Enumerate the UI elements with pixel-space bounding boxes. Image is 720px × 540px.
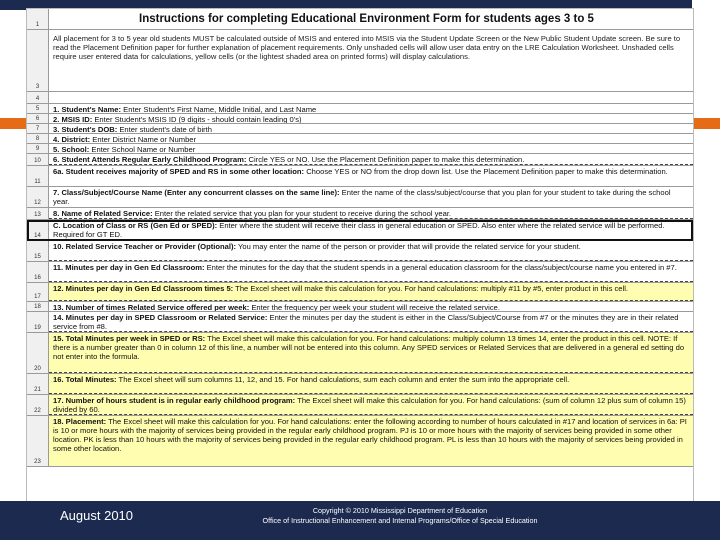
row-number: 22 — [27, 395, 49, 415]
instruction-row — [27, 208, 693, 220]
instruction-label: 4. District: — [53, 135, 91, 143]
row-number: 4 — [27, 92, 49, 103]
instruction-row — [27, 333, 693, 374]
row-number: 18 — [27, 302, 49, 311]
instruction-text: You may enter the name of the person or provider that will provide the related service for your student. — [236, 242, 581, 251]
row-number: 19 — [27, 312, 49, 332]
instruction-label: 7. Class/Subject/Course Name (Enter any concurrent classes on the same line): — [53, 188, 340, 197]
instruction-row — [27, 262, 693, 283]
sheet-title: Instructions for completing Educational Environment Form for students ages 3 to 5 — [139, 12, 594, 25]
title-row — [27, 9, 693, 30]
instruction-cell — [49, 302, 693, 311]
instruction-cell — [49, 241, 693, 261]
instruction-cell — [49, 333, 693, 373]
instruction-row — [27, 144, 693, 154]
instruction-label: 16. Total Minutes: — [53, 375, 117, 384]
instruction-row — [27, 374, 693, 395]
instruction-label: 8. Name of Related Service: — [53, 209, 153, 218]
instruction-label: 17. Number of hours student is in regular early childhood program: — [53, 396, 296, 405]
row-number: 5 — [27, 104, 49, 113]
instruction-label: 13. Number of times Related Service offered per week: — [53, 303, 250, 311]
instruction-cell — [49, 208, 693, 219]
row-number: 6 — [27, 114, 49, 123]
instruction-text: Enter student's date of birth — [117, 125, 212, 133]
instruction-label: 6a. Student receives majority of SPED and RS in some other location: — [53, 167, 305, 176]
instruction-cell — [49, 283, 693, 301]
instruction-text: Enter Student's First Name, Middle Initial, and Last Name — [121, 105, 317, 113]
instruction-cell — [49, 395, 693, 415]
instruction-row — [27, 134, 693, 144]
instruction-text: Enter the minutes per day the student is either in the Class/Subject/Course from #7 or the minutes they are in their related service from #8. — [53, 313, 679, 331]
row-number: 12 — [27, 187, 49, 207]
footer-copyright: Copyright © 2010 Mississippi Department of Education — [312, 506, 488, 515]
instruction-text: The Excel sheet will make this calculation for you. For hand calculations: (sum of column 12 plus sum of column 15) divided by 60. — [53, 396, 686, 414]
intro-text: All placement for 3 to 5 year old students MUST be calculated outside of MSIS and entered into MSIS via the Student Update Screen or the New Public Student Update screen. Be sure to read the Placement Definition paper for further explanation of placement requirements. Only unshaded cells will allow user data entry on the LRE Calculation Worksheet. Unshaded cells require user entered data for calculations, yellow cells (or the lightest shaded area on printed forms) will display calculations. — [53, 34, 681, 61]
instruction-row — [27, 114, 693, 124]
row-number: 14 — [27, 220, 49, 240]
footer-date: August 2010 — [60, 508, 134, 523]
instruction-text: The Excel sheet will make this calculation for you. For hand calculations: enter the following according to number of hours calculated in #17 and location of services in 6a: PI is 10 or more hours with the majority of services being provided in the regular early childhood program. PJ is 10 or more hours with the majority of services being provided in some other location. PK is less than 10 hours with the majority of services being provided in the regular early childhood program. PL is less than 10 hours with the majority of services being provided in some other location. — [53, 417, 687, 453]
instruction-label: C. Location of Class or RS (Gen Ed or SPED): — [53, 221, 218, 230]
row-number: 8 — [27, 134, 49, 143]
instruction-cell — [49, 374, 693, 394]
row-number: 16 — [27, 262, 49, 282]
instruction-cell — [49, 416, 693, 466]
footer-office: Office of Instructional Enhancement and Internal Programs/Office of Special Education — [262, 516, 538, 525]
instruction-label: 11. Minutes per day in Gen Ed Classroom: — [53, 263, 205, 272]
row-number: 17 — [27, 283, 49, 301]
instruction-row — [27, 312, 693, 333]
instruction-row — [27, 302, 693, 312]
instruction-label: 3. Student's DOB: — [53, 125, 118, 133]
row-number: 9 — [27, 144, 49, 153]
row-number: 13 — [27, 208, 49, 219]
instruction-label: 1. Student's Name: — [53, 105, 122, 113]
instruction-label: 2. MSIS ID: — [53, 115, 93, 123]
instruction-row — [27, 187, 693, 208]
blank-cell — [49, 92, 693, 103]
row-number: 10 — [27, 154, 49, 165]
instruction-cell — [49, 187, 693, 207]
instruction-row — [27, 395, 693, 416]
instruction-text: The Excel sheet will make this calculation for you. For hand calculations: multiply column 13 times 14, enter the product in this cell. NOTE: If there is a number greater than 0 in column 12 of this line, a number will not be entered into this column. Any SPED services or Related Services that are delivered in a general ed setting do not enter into the formula. — [53, 334, 685, 361]
instruction-text: Choose YES or NO from the drop down list. Use the Placement Definition paper to make this determination. — [304, 167, 668, 176]
instruction-cell — [49, 104, 693, 113]
row-number: 21 — [27, 374, 49, 394]
instruction-label: 6. Student Attends Regular Early Childhood Program: — [53, 155, 247, 164]
intro-row — [27, 30, 693, 92]
instruction-cell — [49, 144, 693, 153]
instruction-text: Enter the name of the class/subject/course that you plan for your student to take during the school year. — [53, 188, 671, 206]
instruction-text: Enter where the student will receive their class in general education or SPED. Also enter where the related service will be performed. Required for GT ED. — [53, 221, 665, 239]
instruction-row — [27, 154, 693, 166]
instruction-row — [27, 166, 693, 187]
instruction-text: Circle YES or NO. Use the Placement Definition paper to make this determination. — [246, 155, 525, 164]
instruction-label: 12. Minutes per day in Gen Ed Classroom times 5: — [53, 284, 234, 293]
instruction-row — [27, 283, 693, 302]
instruction-text: Enter the frequency per week your student will receive the related service. — [249, 303, 500, 311]
row-number: 1 — [27, 9, 49, 29]
footer-credits — [220, 506, 580, 526]
row-number: 7 — [27, 124, 49, 133]
left-accent — [0, 118, 26, 129]
instruction-cell — [49, 114, 693, 123]
instruction-text: Enter District Name or Number — [90, 135, 197, 143]
instruction-row — [27, 220, 693, 241]
instruction-label: 18. Placement: — [53, 417, 107, 426]
instruction-text: Enter the minutes for the day that the student spends in a general education classroom for the class/subject/course name you entered in #7. — [204, 263, 677, 272]
instruction-cell — [49, 166, 693, 186]
instruction-text: Enter Student's MSIS ID (9 digits - should contain leading 0's) — [92, 115, 302, 123]
spreadsheet — [26, 8, 694, 503]
row-number: 20 — [27, 333, 49, 373]
instruction-cell — [49, 124, 693, 133]
instruction-row — [27, 104, 693, 114]
instruction-label: 15. Total Minutes per week in SPED or RS: — [53, 334, 206, 343]
row-number: 11 — [27, 166, 49, 186]
instruction-text: The Excel sheet will make this calculation for you. For hand calculations: multiply #11 by #5, enter product in this cell. — [233, 284, 628, 293]
instruction-text: Enter the related service that you plan for your student to receive during the school year. — [152, 209, 452, 218]
instruction-row — [27, 241, 693, 262]
instruction-text: The Excel sheet will sum columns 11, 12, and 15. For hand calculations, sum each column and enter the sum into the appropriate cell. — [116, 375, 570, 384]
instruction-row — [27, 416, 693, 467]
instruction-text: Enter School Name or Number — [89, 145, 196, 153]
instruction-cell — [49, 220, 693, 240]
row-number: 15 — [27, 241, 49, 261]
instruction-cell — [49, 262, 693, 282]
row-number: 3 — [27, 30, 49, 91]
instruction-cell — [49, 312, 693, 332]
right-accent — [694, 118, 720, 129]
instruction-row — [27, 124, 693, 134]
instruction-cell — [49, 134, 693, 143]
instruction-cell — [49, 154, 693, 165]
instruction-label: 14. Minutes per day in SPED Classroom or Related Service: — [53, 313, 268, 322]
blank-row — [27, 92, 693, 104]
instruction-label: 5. School: — [53, 145, 90, 153]
right-edge — [692, 0, 720, 118]
instruction-label: 10. Related Service Teacher or Provider (Optional): — [53, 242, 237, 251]
row-number: 23 — [27, 416, 49, 466]
